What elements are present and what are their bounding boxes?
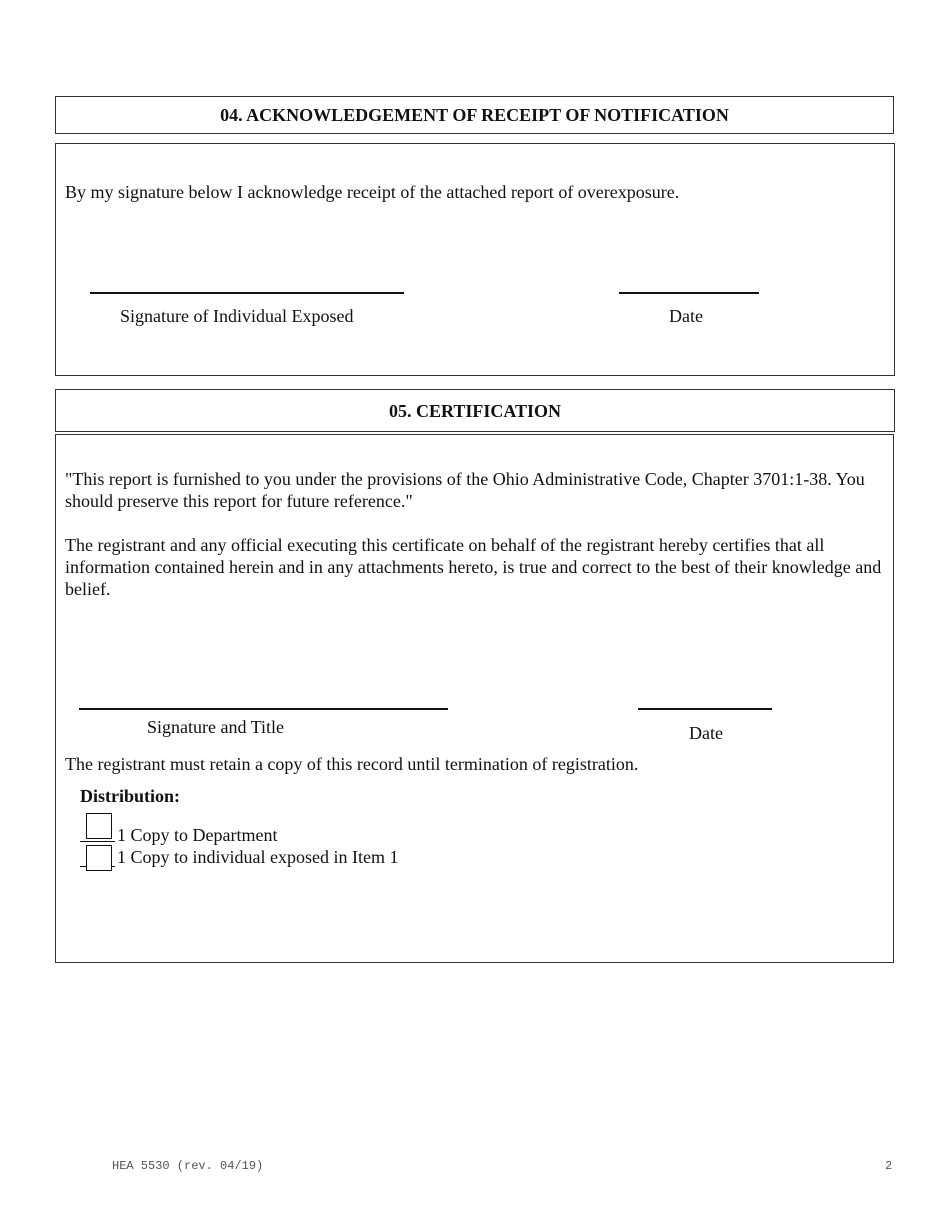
section-05-header	[55, 389, 895, 432]
section-05-body	[55, 434, 894, 963]
acknowledgement-statement: By my signature below I acknowledge receipt of the attached report of overexposure.	[65, 182, 680, 202]
date-label-acknowledgement: Date	[669, 306, 703, 326]
distribution-item-individual: 1 Copy to individual exposed in Item 1	[117, 847, 399, 867]
checkbox-copy-to-individual[interactable]	[86, 845, 112, 871]
distribution-item-department: 1 Copy to Department	[117, 825, 278, 845]
date-label-certification: Date	[689, 723, 723, 743]
retain-note: The registrant must retain a copy of this record until termination of registration.	[65, 754, 639, 774]
signature-line-title[interactable]	[79, 708, 448, 710]
distribution-heading: Distribution:	[80, 786, 181, 806]
certification-paragraph-2: The registrant and any official executing this certificate on behalf of the registrant hereby certifies that all information contained herein and in any attachments hereto, is true and correct to the best of their knowledge and belief.	[65, 535, 882, 599]
certification-paragraph-1: "This report is furnished to you under the provisions of the Ohio Administrative Code, Chapter 3701:1-38. You should preserve this report for future reference."	[65, 469, 865, 511]
date-line-acknowledgement[interactable]	[619, 292, 759, 294]
form-identifier: HEA 5530 (rev. 04/19)	[112, 1159, 264, 1173]
signature-label-title: Signature and Title	[147, 717, 285, 737]
checkbox-copy-to-department[interactable]	[86, 813, 112, 839]
date-line-certification[interactable]	[638, 708, 772, 710]
signature-label-individual: Signature of Individual Exposed	[120, 306, 354, 326]
page-number: 2	[885, 1159, 893, 1173]
section-04-body	[55, 143, 895, 376]
signature-line-individual[interactable]	[90, 292, 404, 294]
section-04-header	[55, 96, 894, 134]
section-05-title: 05. CERTIFICATION	[388, 401, 562, 421]
section-04-title: 04. ACKNOWLEDGEMENT OF RECEIPT OF NOTIFICATION	[220, 105, 729, 125]
distribution-underline-1	[80, 841, 115, 842]
